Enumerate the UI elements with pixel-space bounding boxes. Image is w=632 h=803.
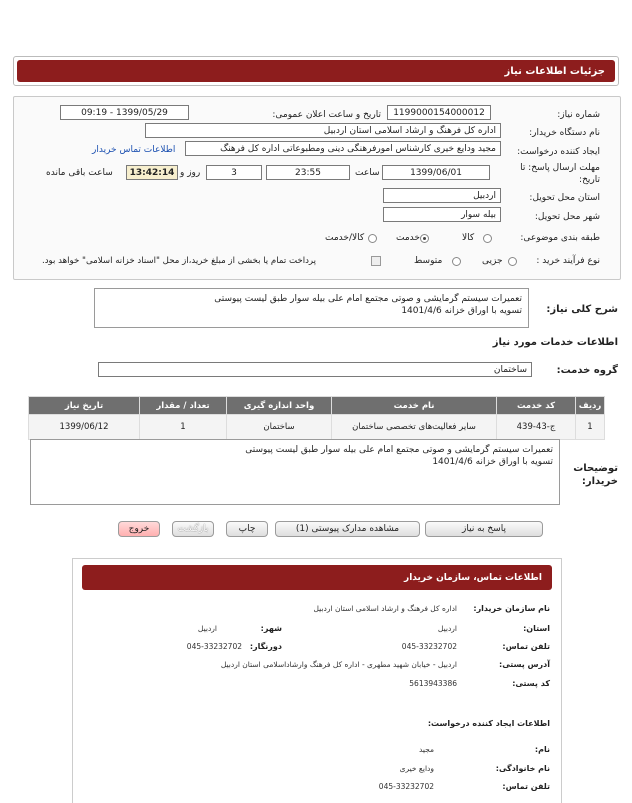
contact-org-label: نام سازمان خریدار: (473, 604, 550, 613)
back-button[interactable]: بازگشت (172, 521, 214, 537)
deadline-time-label: ساعت (355, 168, 380, 178)
service-group-label: گروه خدمت: (556, 365, 618, 376)
page-header-wrap (13, 56, 619, 86)
page-header: جزئیات اطلاعات نیاز (17, 60, 615, 82)
delivery-province-field: اردبیل (383, 188, 501, 203)
cell-qty: 1 (140, 415, 227, 440)
contact-panel (72, 558, 562, 803)
contact-fax-label: دورنگار: (249, 642, 282, 651)
announce-datetime-field: 1399/05/29 - 09:19 (60, 105, 189, 120)
process-medium-label: متوسط (414, 256, 443, 266)
remaining-time-field: 13:42:14 (126, 165, 178, 180)
category-label: طبقه بندی موضوعی: (520, 233, 600, 243)
service-group-field: ساختمان (98, 362, 532, 377)
col-date: تاریخ نیاز (29, 397, 140, 415)
contact-org-value: اداره کل فرهنگ و ارشاد اسلامی استان اردبیل (313, 604, 457, 613)
contact-city-label: شهر: (260, 624, 282, 633)
announce-datetime-label: تاریخ و ساعت اعلان عمومی: (272, 110, 381, 120)
col-unit: واحد اندازه گیری (227, 397, 332, 415)
need-number-field: 1199000154000012 (387, 105, 491, 120)
contact-header: اطلاعات تماس، سازمان خریدار (82, 565, 552, 590)
cell-code: ج-43-439 (497, 415, 576, 440)
summary-box (94, 288, 529, 328)
services-title: اطلاعات خدمات مورد نیاز (492, 337, 618, 348)
buyer-notes-line2: تسویه با اوراق خزانه 1401/4/6 (432, 457, 553, 467)
summary-line2: تسویه با اوراق خزانه 1401/4/6 (401, 306, 522, 316)
contact-postal-label: کد پستی: (512, 679, 550, 688)
process-minor-radio[interactable] (508, 257, 517, 266)
buyer-notes-box (30, 439, 560, 505)
creator-title: اطلاعات ایجاد کننده درخواست: (427, 719, 550, 728)
print-button[interactable]: چاپ (226, 521, 268, 537)
contact-province-value: اردبیل (437, 624, 457, 633)
cell-unit: ساختمان (227, 415, 332, 440)
days-field: 3 (206, 165, 262, 180)
requester-field: مجید ودایع خیری کارشناس امورفرهنگی دینی ومطبوعاتی اداره کل فرهنگ (185, 141, 501, 156)
contact-postal-value: 5613943386 (409, 679, 457, 688)
cell-row: 1 (576, 415, 605, 440)
deadline-date-field: 1399/06/01 (382, 165, 490, 180)
contact-address-label: آدرس پستی: (499, 660, 550, 669)
days-label: روز و (180, 168, 201, 178)
contact-city-value: اردبیل (197, 624, 217, 633)
buyer-contact-link[interactable]: اطلاعات تماس خریدار (92, 145, 176, 155)
category-goods-radio[interactable] (483, 234, 492, 243)
creator-family-value: ودایع خیری (399, 764, 434, 773)
delivery-city-field: بیله سوار (383, 207, 501, 222)
col-row: ردیف (576, 397, 605, 415)
contact-province-label: استان: (523, 624, 550, 633)
creator-phone-label: تلفن تماس: (502, 782, 550, 791)
process-label: نوع فرآیند خرید : (536, 256, 600, 266)
deadline-label: مهلت ارسال پاسخ: تا تاریخ: (520, 163, 600, 185)
category-goods-service-radio[interactable] (368, 234, 377, 243)
contact-phone-label: تلفن تماس: (502, 642, 550, 651)
services-table (28, 396, 605, 440)
buyer-notes-line1: تعمیرات سیستم گرمایشی و صوتی مجتمع امام علی بیله سوار طبق لیست پیوستی (245, 445, 553, 455)
exit-button[interactable]: خروج (118, 521, 160, 537)
buyer-org-label: نام دستگاه خریدار: (529, 128, 600, 138)
requester-label: ایجاد کننده درخواست: (517, 147, 600, 157)
delivery-province-label: استان محل تحویل: (529, 193, 600, 203)
col-name: نام خدمت (332, 397, 497, 415)
attachments-button[interactable]: مشاهده مدارک پیوستی (1) (275, 521, 420, 537)
deadline-time-field: 23:55 (266, 165, 350, 180)
summary-label: شرح کلی نیاز: (546, 304, 618, 315)
contact-address-value: اردبیل - خیابان شهید مطهری - اداره کل فرهنگ وارشاداسلامی استان اردبیل (220, 660, 457, 669)
category-goods-label: کالا (462, 233, 475, 243)
creator-name-label: نام: (534, 745, 550, 754)
services-table-header (29, 397, 605, 415)
process-medium-radio[interactable] (452, 257, 461, 266)
creator-phone-value: 045-33232702 (378, 782, 434, 791)
creator-family-label: نام خانوادگی: (495, 764, 550, 773)
contact-fax-value: 045-33232702 (186, 642, 242, 651)
need-number-label: شماره نیاز: (557, 110, 600, 120)
category-service-label: خدمت (396, 233, 420, 243)
remaining-time-label: ساعت باقی مانده (46, 168, 113, 178)
treasury-note: پرداخت تمام یا بخشی از مبلغ خرید،از محل "اسناد خزانه اسلامی" خواهد بود. (42, 256, 317, 266)
category-goods-service-label: کالا/خدمت (325, 233, 365, 243)
creator-name-value: مجید (418, 745, 434, 754)
reply-button[interactable]: پاسخ به نیاز (425, 521, 543, 537)
delivery-city-label: شهر محل تحویل: (534, 212, 600, 222)
table-row (29, 415, 605, 440)
treasury-checkbox[interactable] (371, 256, 381, 266)
buyer-org-field: اداره کل فرهنگ و ارشاد اسلامی استان اردبیل (145, 123, 501, 138)
col-qty: تعداد / مقدار (140, 397, 227, 415)
col-code: کد خدمت (497, 397, 576, 415)
process-minor-label: جزیی (482, 256, 503, 266)
category-service-radio[interactable] (420, 234, 429, 243)
buyer-notes-label: توضیحات خریدار: (573, 463, 618, 487)
cell-name: سایر فعالیت‌های تخصصی ساختمان (332, 415, 497, 440)
summary-line1: تعمیرات سیستم گرمایشی و صوتی مجتمع امام علی بیله سوار طبق لیست پیوستی (214, 294, 522, 304)
cell-date: 1399/06/12 (29, 415, 140, 440)
contact-phone-value: 045-33232702 (401, 642, 457, 651)
